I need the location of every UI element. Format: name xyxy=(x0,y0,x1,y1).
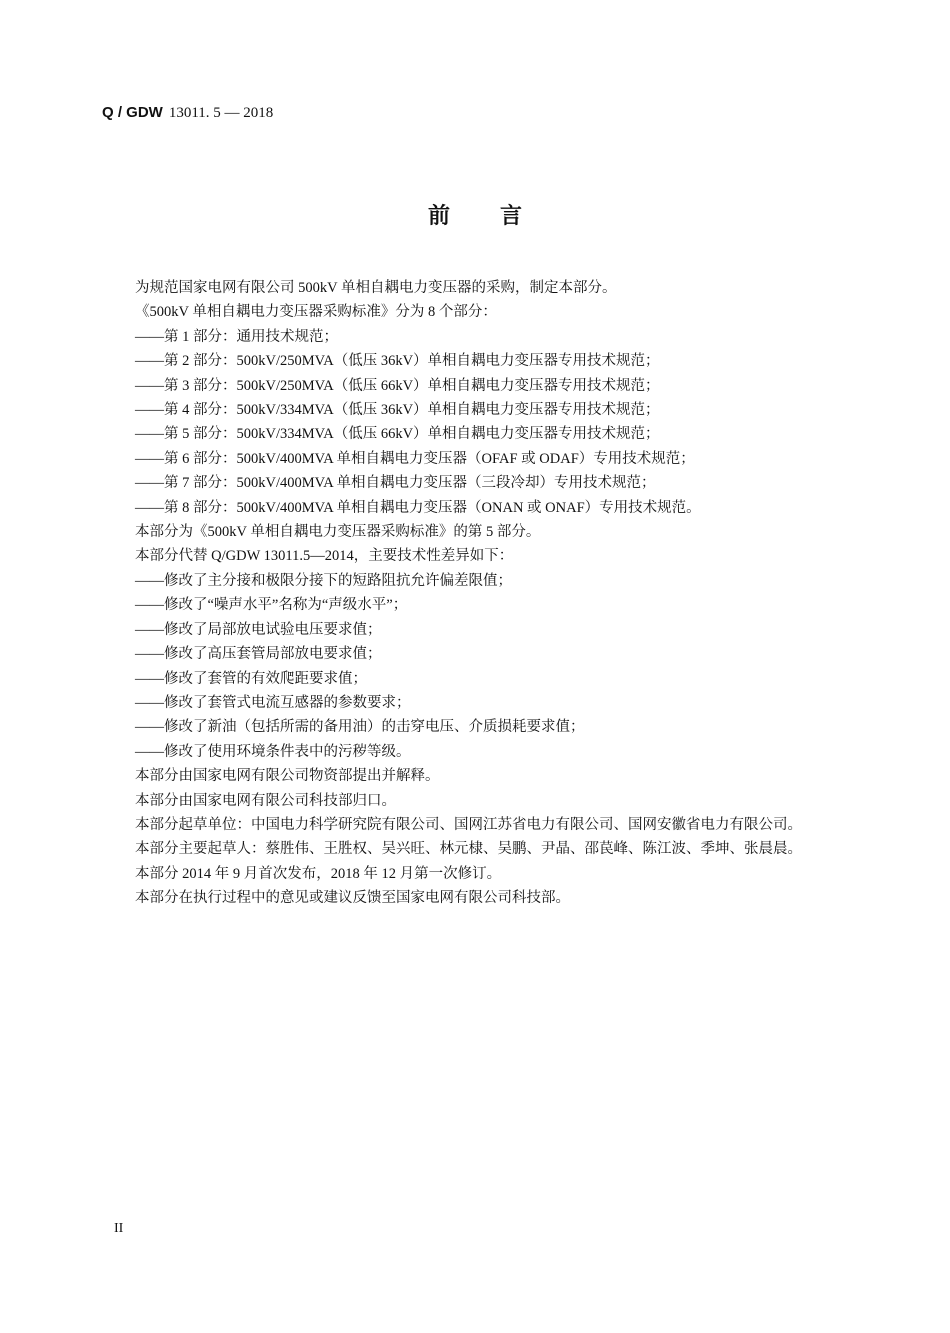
list-item-change-6: ——修改了套管式电流互感器的参数要求； xyxy=(135,694,411,711)
standard-number: 13011. 5 — 2018 xyxy=(168,105,274,121)
paragraph-centralized-by: 本部分由国家电网有限公司科技部归口。 xyxy=(135,792,396,809)
list-item-change-7: ——修改了新油（包括所需的备用油）的击穿电压、介质损耗要求值； xyxy=(135,719,585,736)
paragraph-proposed-by: 本部分由国家电网有限公司物资部提出并解释。 xyxy=(135,768,440,785)
page-number: II xyxy=(114,1221,124,1236)
list-item-change-5: ——修改了套管的有效爬距要求值； xyxy=(135,670,367,687)
list-item-change-3: ——修改了局部放电试验电压要求值； xyxy=(135,621,382,638)
list-item-part-4: ——第 4 部分：500kV/334MVA（低压 36kV）单相自耦电力变压器专用技术规范； xyxy=(135,402,660,419)
page-title: 前言 xyxy=(427,203,572,229)
paragraph-drafting-units: 本部分起草单位：中国电力科学研究院有限公司、国网江苏省电力有限公司、国网安徽省电力有限公司。 xyxy=(135,816,802,833)
list-item-part-2: ——第 2 部分：500kV/250MVA（低压 36kV）单相自耦电力变压器专用技术规范； xyxy=(135,353,660,370)
list-item-part-6: ——第 6 部分：500kV/400MVA 单相自耦电力变压器（OFAF 或 ODAF）专用技术规范； xyxy=(135,450,695,467)
paragraph-replaces: 本部分代替 Q/GDW 13011.5—2014，主要技术性差异如下： xyxy=(135,548,514,565)
list-item-change-4: ——修改了高压套管局部放电要求值； xyxy=(135,646,382,663)
paragraph-feedback: 本部分在执行过程中的意见或建议反馈至国家电网有限公司科技部。 xyxy=(135,890,570,907)
list-item-change-8: ——修改了使用环境条件表中的污秽等级。 xyxy=(135,743,411,760)
standard-code: Q / GDW xyxy=(102,104,163,121)
paragraph-drafters: 本部分主要起草人：蔡胜伟、王胜权、吴兴旺、林元棣、吴鹏、尹晶、邵苠峰、陈江波、季坤、张晨晨。 xyxy=(135,841,802,858)
paragraph-parts-intro: 《500kV 单相自耦电力变压器采购标准》分为 8 个部分： xyxy=(135,304,497,321)
paragraph-this-part: 本部分为《500kV 单相自耦电力变压器采购标准》的第 5 部分。 xyxy=(135,524,541,541)
list-item-change-2: ——修改了“噪声水平”名称为“声级水平”； xyxy=(135,597,408,614)
paragraph-purpose: 为规范国家电网有限公司 500kV 单相自耦电力变压器的采购，制定本部分。 xyxy=(135,280,617,296)
foreword-body xyxy=(102,276,832,911)
list-item-part-5: ——第 5 部分：500kV/334MVA（低压 66kV）单相自耦电力变压器专用技术规范； xyxy=(135,426,660,443)
list-item-part-3: ——第 3 部分：500kV/250MVA（低压 66kV）单相自耦电力变压器专用技术规范； xyxy=(135,377,660,394)
document-header xyxy=(102,101,273,124)
list-item-part-8: ——第 8 部分：500kV/400MVA 单相自耦电力变压器（ONAN 或 ONAF）专用技术规范。 xyxy=(135,499,701,516)
list-item-part-1: ——第 1 部分：通用技术规范； xyxy=(135,328,338,345)
paragraph-release-history: 本部分 2014 年 9 月首次发布，2018 年 12 月第一次修订。 xyxy=(135,865,502,882)
list-item-part-7: ——第 7 部分：500kV/400MVA 单相自耦电力变压器（三段冷却）专用技术规范； xyxy=(135,475,656,492)
list-item-change-1: ——修改了主分接和极限分接下的短路阻抗允许偏差限值； xyxy=(135,572,512,589)
